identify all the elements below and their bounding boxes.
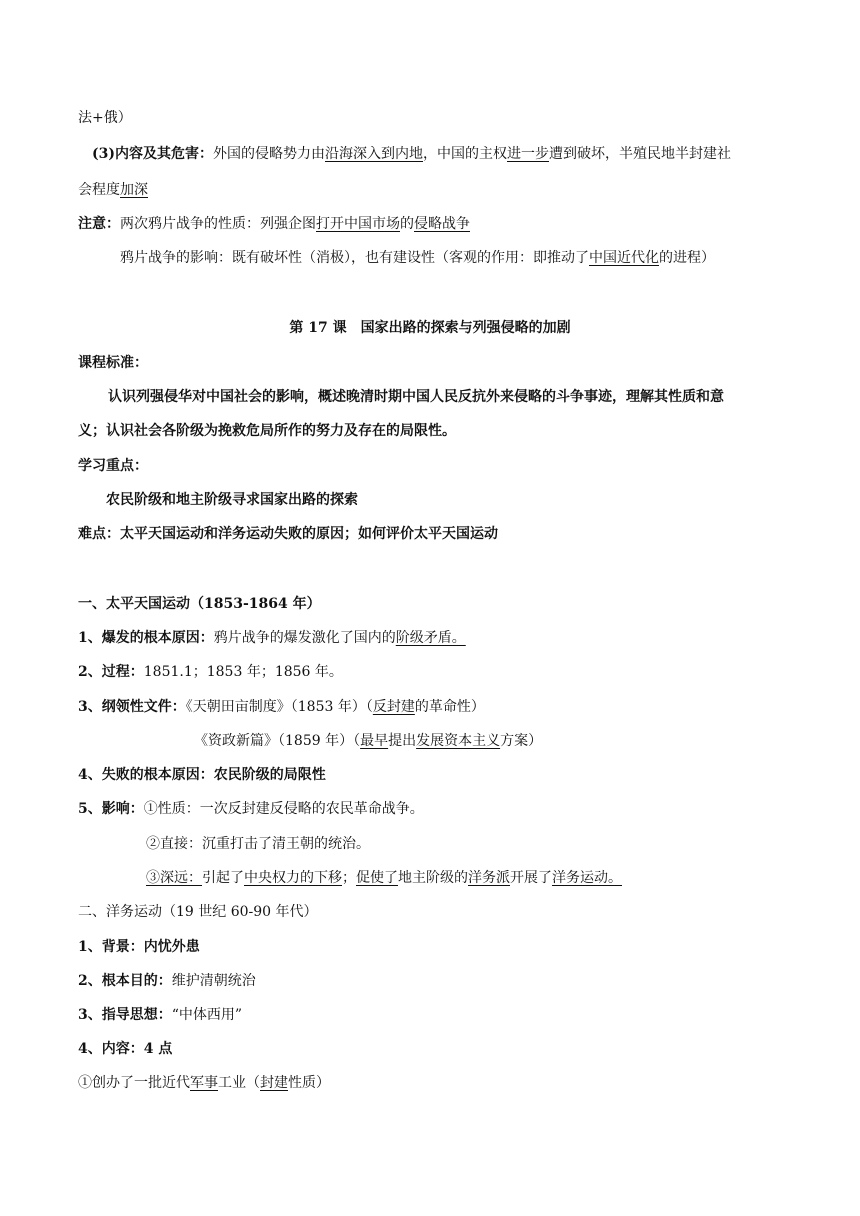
text-line: ②直接：沉重打击了清王朝的统治。 [146,836,370,852]
text-line: 4、内容：4 点 [78,1041,173,1057]
text-line: 鸦片战争的影响：既有破坏性（消极），也有建设性（客观的作用：即推动了中国近代化的进程） [120,250,715,266]
section-heading: 一、太平天国运动（1853-1864 年） [78,596,321,612]
text-line: 1、爆发的根本原因：鸦片战争的爆发激化了国内的阶级矛盾。 [78,630,466,646]
text-line: 注意：两次鸦片战争的性质：列强企图打开中国市场的侵略战争 [78,216,470,232]
text-line: 《资政新篇》（1859 年）（最早提出发展资本主义方案） [194,733,543,749]
text-line: 1、背景：内忧外患 [78,939,200,955]
section-label: 学习重点： [78,458,148,474]
paragraph-line: 义；认识社会各阶级为挽救危局所作的努力及存在的局限性。 [78,423,456,439]
text-line: ③深远：引起了中央权力的下移；促使了地主阶级的洋务派开展了洋务运动。 [146,870,622,886]
section-label: 课程标准： [78,355,148,371]
text-line: (3)内容及其危害：外国的侵略势力由沿海深入到内地，中国的主权进一步遭到破坏，半殖民地半封建社 [92,146,731,162]
text-line: 法+俄） [78,110,132,126]
text-line: 3、纲领性文件：《天朝田亩制度》（1853 年）（反封建的革命性） [78,699,485,715]
text-line: 2、根本目的：维护清朝统治 [78,973,256,989]
text-line: 2、过程：1851.1；1853 年；1856 年。 [78,664,343,680]
text-line: ①创办了一批近代军事工业（封建性质） [78,1075,330,1091]
text-line: 3、指导思想：“中体西用” [78,1007,243,1023]
section-heading: 二、洋务运动（19 世纪 60-90 年代） [78,904,318,920]
text-line: 4、失败的根本原因：农民阶级的局限性 [78,767,326,783]
paragraph-line: 认识列强侵华对中国社会的影响，概述晚清时期中国人民反抗外来侵略的斗争事迹，理解其性质和意 [108,389,724,405]
paragraph-line: 农民阶级和地主阶级寻求国家出路的探索 [106,492,358,508]
text-line: 会程度加深 [78,182,148,198]
text-line: 5、影响：①性质：一次反封建反侵略的农民革命战争。 [78,801,424,817]
page-title: 第 17 课 国家出路的探索与列强侵略的加剧 [289,320,571,336]
paragraph-line: 难点：太平天国运动和洋务运动失败的原因；如何评价太平天国运动 [78,526,498,542]
